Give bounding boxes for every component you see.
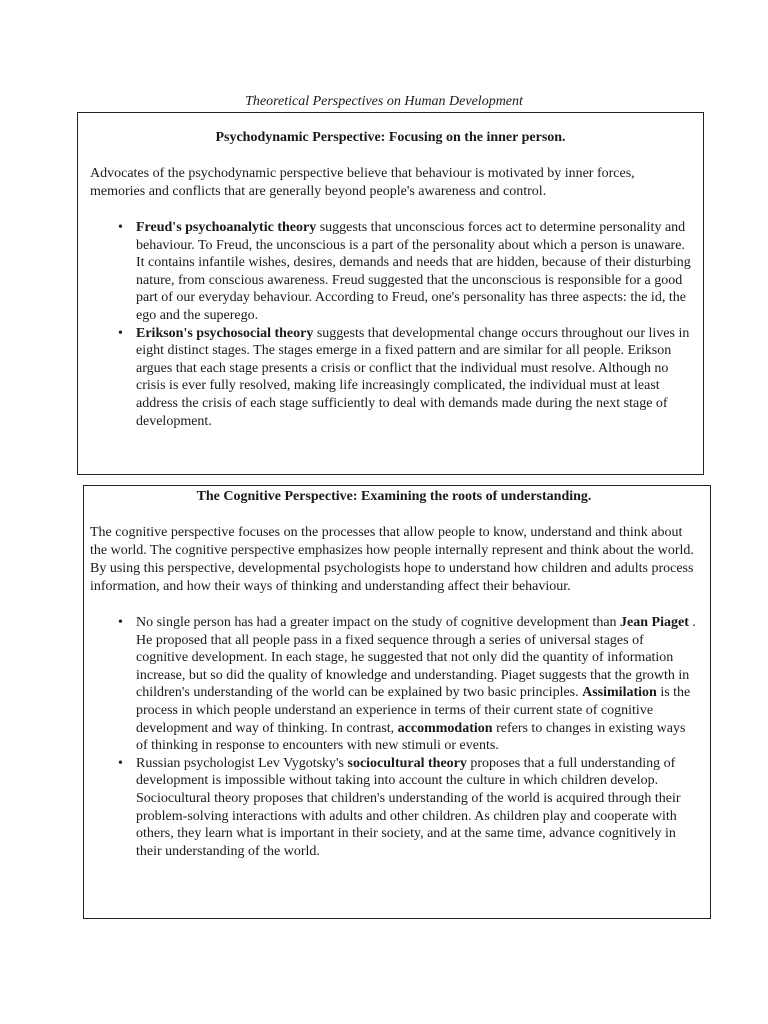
vygotsky-bullet (90, 755, 698, 861)
erikson-theory-text: suggests that developmental change occurs throughout our lives in eight distinct stages. The stages emerge in a fixed pattern and are similar for all people. Erikson argues that each stage presents a crisis or conflict that the individual must resolve. Although no crisis is ever fully resolved, making life increasingly complicated, the individual must at least address the crisis of each stage sufficiently to deal with demands made during the next stage of development. (136, 325, 690, 429)
cognitive-intro: The cognitive perspective focuses on the processes that allow people to know, understand and think about the world. The cognitive perspective emphasizes how people internally represent and think about the world. By using this perspective, developmental psychologists hope to understand how children and adults process information, and how their ways of thinking and understanding affect their behaviour. (90, 525, 694, 594)
freud-theory-text: suggests that unconscious forces act to determine personality and behaviour. To Freud, the unconscious is a part of the personality about which a person is unaware. It contains infantile wishes, desires, demands and needs that are hidden, because of their disturbing nature, from conscious awareness. Freud suggested that the unconscious is responsible for a good part of our everyday behaviour. According to Freud, one's personality has three aspects: the id, the ego and the superego. (136, 220, 691, 323)
psychodynamic-heading: Psychodynamic Perspective: Focusing on the inner person. (215, 130, 566, 145)
vygotsky-text-1: Russian psychologist Lev Vygotsky's (136, 755, 348, 771)
document-title: Theoretical Perspectives on Human Development (245, 94, 523, 109)
freud-theory-term: Freud's psychoanalytic theory (136, 220, 317, 235)
freud-bullet (90, 219, 691, 325)
bullet-icon: • (118, 755, 123, 771)
piaget-text-1: No single person has had a greater impact on the study of cognitive development than (136, 615, 621, 630)
piaget-text-2: . He proposed that all people pass in a fixed sequence through a series of universal stages of cognitive development. In each stage, he suggested that not only did the quantity of information increase, but so did the quality of knowledge and understanding. Piaget suggests that the growth in children's understanding of the world can be explained by two basic principles. (136, 615, 696, 701)
piaget-bullet (90, 614, 698, 755)
cognitive-heading: The Cognitive Perspective: Examining the roots of understanding. (196, 489, 592, 504)
psychodynamic-intro: Advocates of the psychodynamic perspective believe that behaviour is motivated by inner forces, memories and conflicts that are generally beyond people's awareness and control. (90, 166, 635, 199)
bullet-icon: • (118, 220, 123, 235)
piaget-text-4: refers to changes in existing ways of thinking in response to encounters with new stimuli or events. (136, 720, 686, 754)
sociocultural-theory-term: sociocultural theory (347, 755, 467, 771)
bullet-icon: • (118, 325, 123, 341)
piaget-text-3: is the process in which people understand an experience in terms of their current state of cognitive development and way of thinking. In contrast, (136, 685, 691, 736)
erikson-theory-term: Erikson's psychosocial theory (136, 325, 314, 341)
psychodynamic-bullet-list (90, 219, 691, 430)
vygotsky-text-2: proposes that a full understanding of development is impossible without taking into account the culture in which children develop. Sociocultural theory proposes that children's understanding of the world is acquired through their problem-solving interactions with adults and other children. As children play and cooperate with others, they learn what is important in their society, and at the same time, advance cognitively in their understanding of the world. (136, 755, 681, 859)
assimilation-term: Assimilation (582, 685, 657, 701)
piaget-name: Jean Piaget (620, 615, 689, 630)
bullet-icon: • (118, 615, 123, 630)
cognitive-bullet-list (90, 614, 698, 860)
psychodynamic-section (77, 112, 704, 475)
accommodation-term: accommodation (397, 720, 493, 736)
erikson-bullet (90, 325, 691, 431)
cognitive-section (83, 485, 711, 919)
